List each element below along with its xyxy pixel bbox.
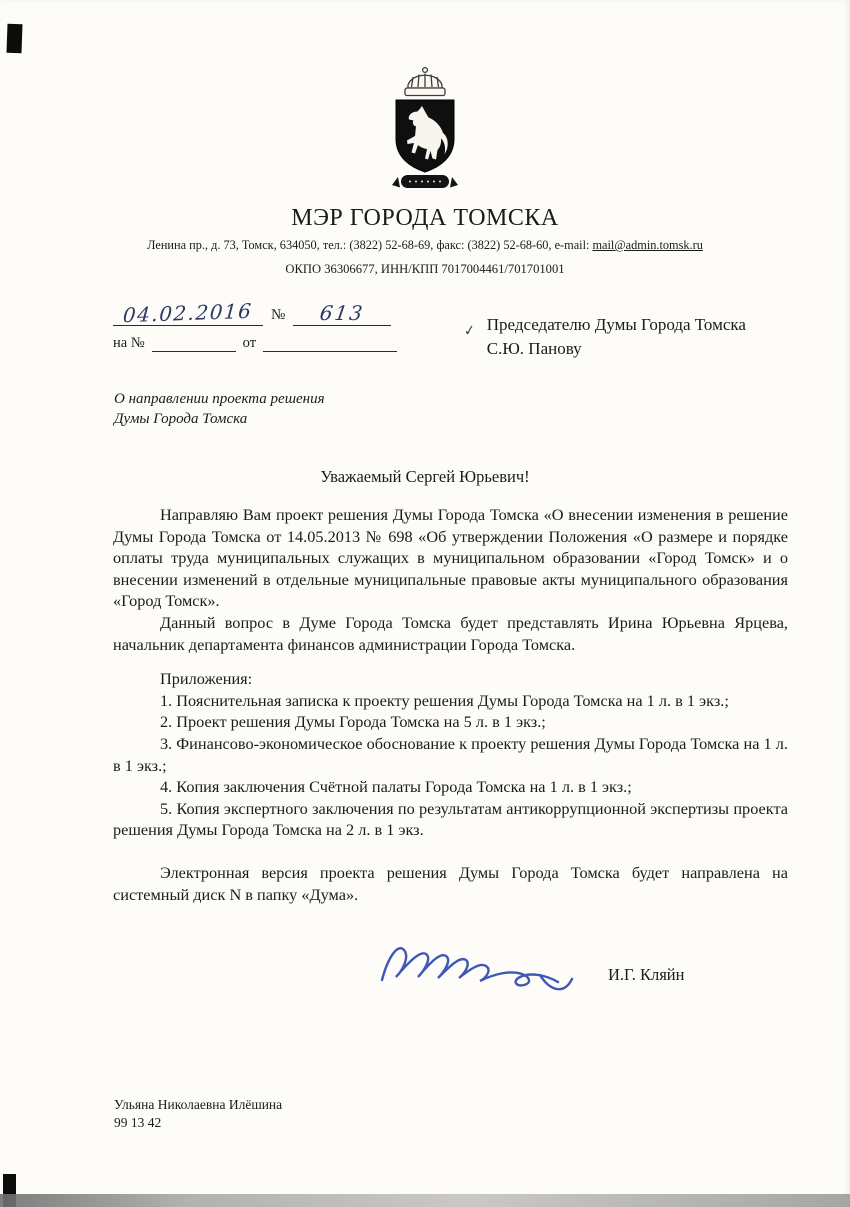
reference-block [113,298,413,360]
letterhead [0,0,850,277]
codes-line: ОКПО 36306677, ИНН/КПП 7017004461/701701001 [285,262,565,276]
recipient-name: С.Ю. Панову [486,338,582,358]
scan-edge-bottom [0,1194,850,1207]
closing-paragraph: Электронная версия проекта решения Думы Города Томска будет направлена на системный диск N в папку «Дума». [113,862,788,904]
attachment-item: 4. Копия заключения Счётной палаты Города Томска на 1 л. в 1 экз.; [160,777,632,797]
recipient-title: Председателю Думы Города Томска [486,315,746,334]
subject-line-1: О направлении проекта решения [114,391,325,407]
number-sign: № [271,307,286,323]
subject-line-2: Думы Города Томска [114,410,248,427]
reply-reference-line [113,335,413,352]
tomsk-coat-of-arms-icon [382,64,468,196]
ribbon-icon [392,175,458,188]
address-text: Ленина пр., д. 73, Томск, 634050, тел.: (3822) 52-68-69, факс: (3822) 52-68-60, e-mail: [147,238,593,252]
recipient-block [462,313,746,360]
executor-block [114,1096,282,1131]
email-link[interactable]: mail@admin.tomsk.ru [592,238,703,252]
crown-icon [405,68,445,96]
na-no-label: на № [113,335,145,351]
na-no-blank [152,337,236,352]
attachments-label: Приложения: [160,669,253,689]
address-line [0,238,850,253]
body-paragraph-1: Направляю Вам проект решения Думы Города Томска «О внесении изменения в решение Думы Города Томска от 14.05.2013 № 698 «Об утверждении Положения «О размере и порядке оплаты труда муниципальных служащих в муниципальном образовании «Город Томск» и о внесении изменений в отдельные муниципальные правовые акты муниципального образования «Город Томск». [113,505,788,611]
date-number-line [113,298,413,328]
recipient-text [487,313,746,360]
ot-blank [263,337,397,352]
body-paragraph-2: Данный вопрос в Думе Города Томска будет представлять Ирина Юрьевна Ярцева, начальник департамента финансов администрации Города Томска. [113,612,788,654]
ot-label: от [242,335,257,351]
executor-phone: 99 13 42 [114,1114,162,1130]
executor-name: Ульяна Николаевна Илёшина [114,1097,283,1112]
salutation: Уважаемый Сергей Юрьевич! [320,467,530,486]
handwritten-signature [372,925,582,1005]
reference-row [113,298,790,360]
handwritten-date: 04.02.2016 [122,298,254,328]
signature-row [0,917,850,1027]
attachment-item: 5. Копия экспертного заключения по результатам антикоррупционной экспертизы проекта решения Думы Города Томска на 2 л. в 1 экз. [113,798,788,840]
scan-artifact-top-left [6,24,22,54]
attachment-item: 3. Финансово-экономическое обоснование к проекту решения Думы Города Томска на 1 л. в 1 экз.; [113,733,788,775]
attachment-item: 2. Проект решения Думы Города Томска на 5 л. в 1 экз.; [160,712,546,732]
date-underline [113,298,263,328]
number-underline [293,301,391,326]
signatory-name: И.Г. Кляйн [608,965,685,985]
handwritten-number: 613 [318,301,367,325]
subject-block [114,390,850,429]
checkmark-icon: ✓ [462,322,477,340]
attachment-item: 1. Пояснительная записка к проекту решения Думы Города Томска на 1 л. в 1 экз.; [160,690,729,710]
org-name: МЭР ГОРОДА ТОМСКА [291,205,559,231]
